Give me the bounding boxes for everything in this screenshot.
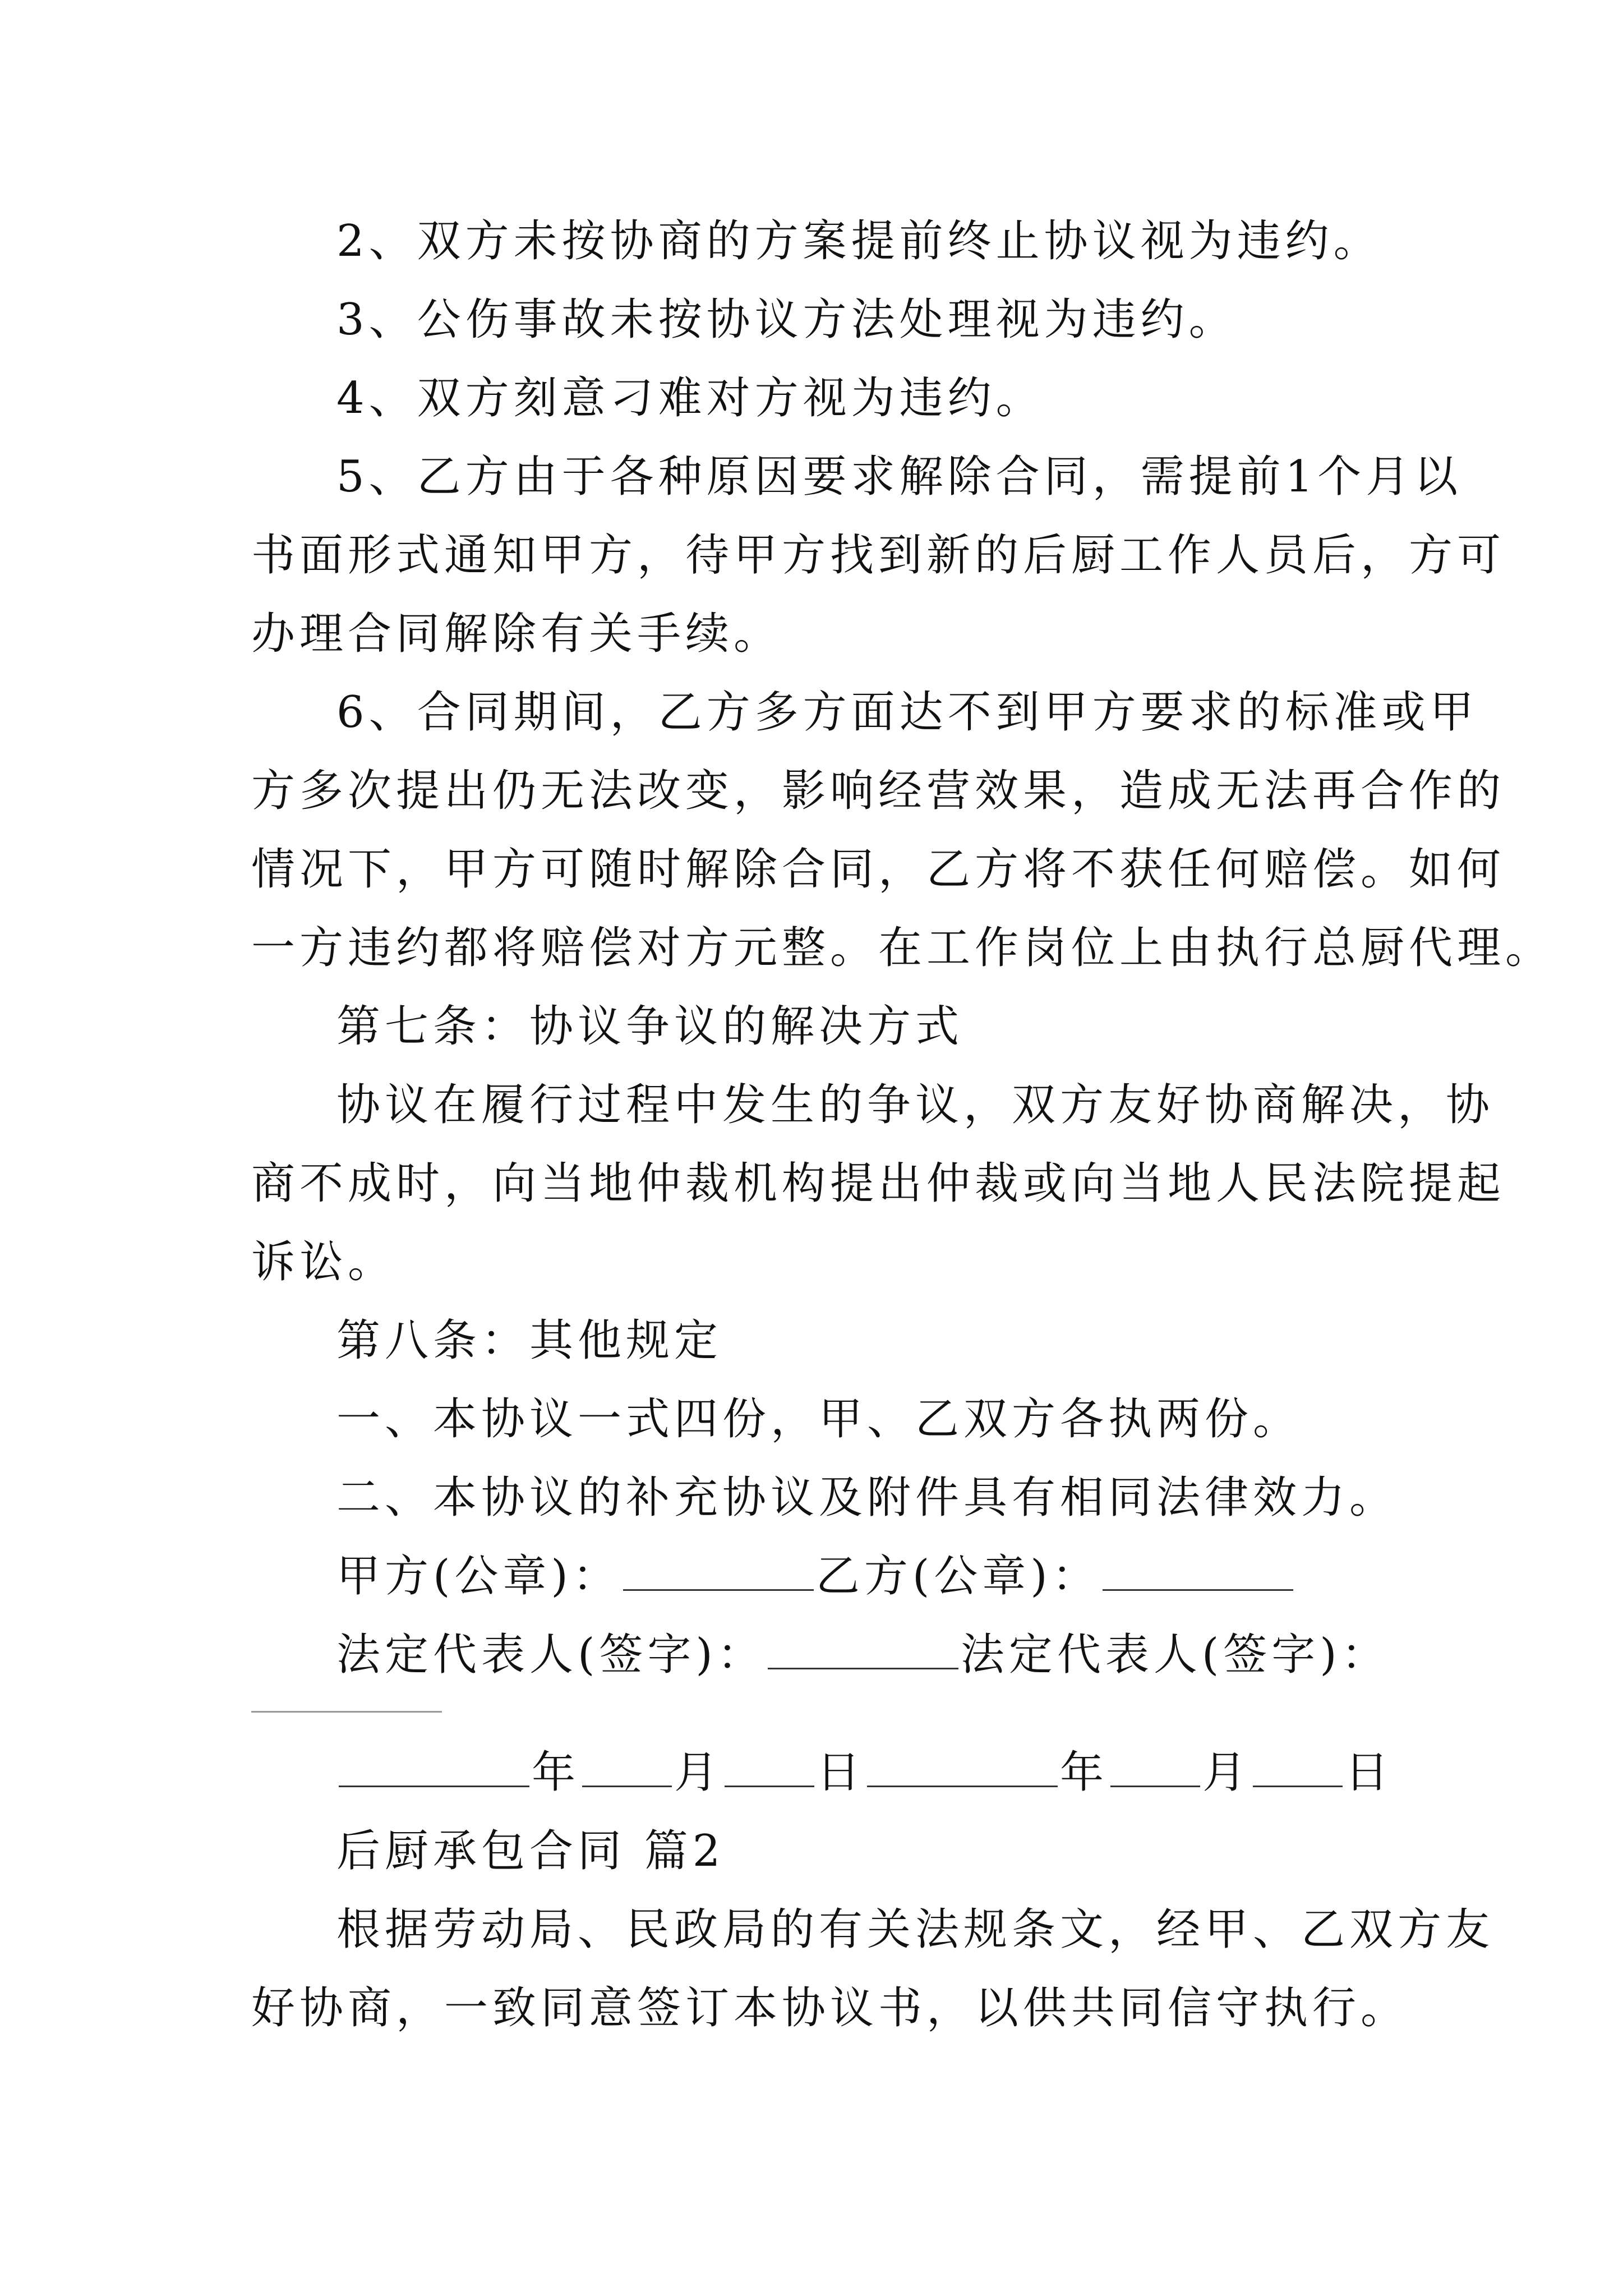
clause-3: 3、公伤事故未按协议方法处理视为违约。 — [336, 295, 1237, 345]
next-contract-line-1: 根据劳动局、民政局的有关法规条文，经甲、乙双方友 — [336, 1904, 1495, 1955]
date-a-day-label: 日 — [817, 1747, 865, 1798]
date-b-month-label: 月 — [1202, 1747, 1251, 1798]
clause-6-line-2: 方多次提出仍无法改变，影响经营效果，造成无法再合作的 — [251, 766, 1506, 816]
party-a-seal-label: 甲方(公章)： — [336, 1551, 621, 1602]
date-b-year-blank — [867, 1745, 1058, 1787]
clause-6-line-1: 6、合同期间，乙方多方面达不到甲方要求的标准或甲 — [336, 687, 1478, 738]
party-b-seal-blank — [1103, 1549, 1293, 1591]
date-b-month-blank — [1110, 1745, 1200, 1787]
clause-4: 4、双方刻意刁难对方视为违约。 — [336, 373, 1044, 424]
article-7-line-2: 商不成时，向当地仲裁机构提出仲裁或向当地人民法院提起 — [251, 1158, 1506, 1209]
article-7-line-3: 诉讼。 — [251, 1237, 396, 1287]
article-7-heading: 第七条：协议争议的解决方式 — [336, 1001, 964, 1052]
article-7-line-1: 协议在履行过程中发生的争议，双方友好协商解决，协 — [336, 1080, 1495, 1130]
party-b-seal-label: 乙方(公章)： — [815, 1551, 1100, 1602]
date-a-month-blank — [582, 1745, 672, 1787]
date-b-day-blank — [1253, 1745, 1343, 1787]
date-b-day-label: 日 — [1345, 1747, 1394, 1798]
clause-6-line-4: 一方违约都将赔偿对方元整。在工作岗位上由执行总厨代理。 — [251, 923, 1554, 973]
date-a-day-blank — [725, 1745, 814, 1787]
date-a-month-label: 月 — [674, 1747, 723, 1798]
party-a-seal-blank — [623, 1549, 814, 1591]
rep-a-blank — [768, 1627, 958, 1669]
next-contract-line-2: 好协商，一致同意签订本协议书，以供共同信守执行。 — [251, 1983, 1409, 2033]
seal-line — [336, 1548, 1391, 1604]
date-a-year-label: 年 — [532, 1747, 580, 1798]
clause-5-line-1: 5、乙方由于各种原因要求解除合同，需提前1个月以 — [336, 452, 1463, 502]
rep-b-blank — [251, 1711, 442, 1713]
clause-6-line-3: 情况下，甲方可随时解除合同，乙方将不获任何赔偿。如何 — [251, 844, 1506, 895]
rep-a-label: 法定代表人(签字)： — [336, 1630, 766, 1680]
rep-b-label: 法定代表人(签字)： — [960, 1630, 1390, 1680]
article-8-heading: 第八条：其他规定 — [336, 1315, 723, 1366]
date-a-year-blank — [339, 1745, 529, 1787]
representative-line — [336, 1627, 1391, 1683]
date-line — [336, 1745, 1394, 1801]
next-contract-title: 后厨承包合同 篇2 — [336, 1826, 725, 1876]
article-8-item-2: 二、本协议的补充协议及附件具有相同法律效力。 — [336, 1473, 1398, 1523]
clause-5-line-3: 办理合同解除有关手续。 — [251, 609, 782, 659]
date-b-year-label: 年 — [1060, 1747, 1109, 1798]
article-8-item-1: 一、本协议一式四份，甲、乙双方各执两份。 — [336, 1394, 1302, 1444]
clause-5-line-2: 书面形式通知甲方，待甲方找到新的后厨工作人员后，方可 — [251, 530, 1506, 581]
clause-2: 2、双方未按协商的方案提前终止协议视为违约。 — [336, 216, 1382, 266]
